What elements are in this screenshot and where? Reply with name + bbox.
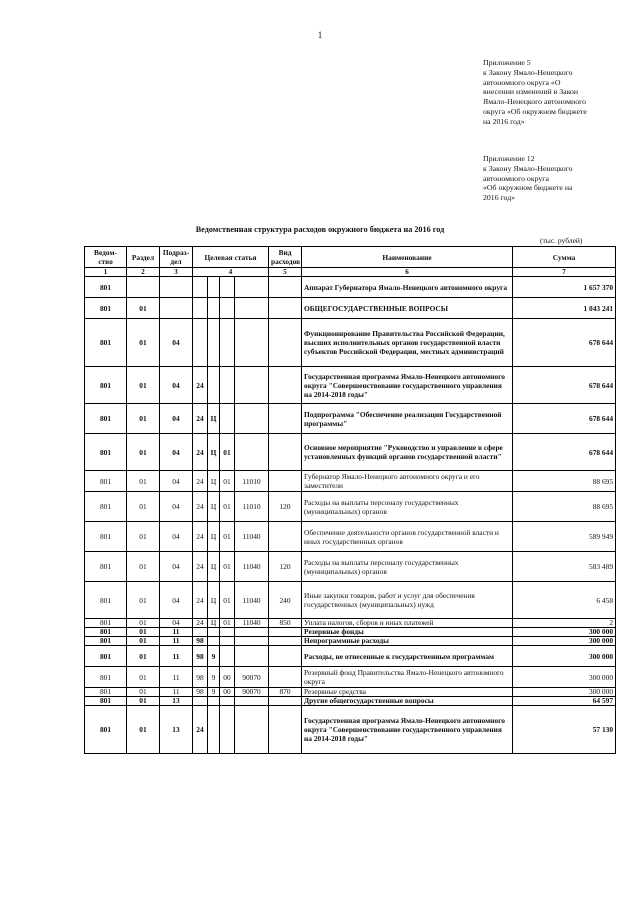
direction-code-cell <box>235 367 269 404</box>
sum-cell: 678 644 <box>513 367 616 404</box>
program-code-cell: 98 <box>193 646 208 667</box>
name-cell: Другие общегосударственные вопросы <box>302 697 513 706</box>
table-row <box>85 404 616 434</box>
sum-cell: 300 000 <box>513 628 616 637</box>
activity-code-cell: 01 <box>220 471 235 492</box>
table-row <box>85 688 616 697</box>
expense-type-cell: 240 <box>269 582 302 619</box>
annex-line: «Об окружном бюджете на <box>483 183 573 193</box>
vedomstvo-cell: 801 <box>85 298 127 319</box>
annex-line: Приложение 12 <box>483 154 535 163</box>
direction-code-cell: 11040 <box>235 522 269 552</box>
program-code-cell: 24 <box>193 582 208 619</box>
sum-cell: 88 695 <box>513 492 616 522</box>
podrazdel-cell: 04 <box>160 367 193 404</box>
sum-cell: 678 644 <box>513 434 616 471</box>
name-cell: Резервный фонд Правительства Ямало-Ненецкого автономного округа <box>302 667 513 688</box>
podrazdel-cell: 04 <box>160 522 193 552</box>
subprogram-code-cell <box>208 628 220 637</box>
table-row <box>85 619 616 628</box>
razdel-cell: 01 <box>127 471 160 492</box>
activity-code-cell: 01 <box>220 522 235 552</box>
expense-type-cell <box>269 646 302 667</box>
activity-code-cell: 01 <box>220 492 235 522</box>
vedomstvo-cell: 801 <box>85 522 127 552</box>
column-number: 7 <box>513 268 616 277</box>
program-code-cell: 24 <box>193 367 208 404</box>
sum-cell: 589 949 <box>513 522 616 552</box>
activity-code-cell: 01 <box>220 582 235 619</box>
units-label: (тыс. рублей) <box>540 236 583 245</box>
podrazdel-cell: 11 <box>160 637 193 646</box>
podrazdel-cell: 04 <box>160 619 193 628</box>
program-code-cell: 24 <box>193 492 208 522</box>
name-cell: Губернатор Ямало-Ненецкого автономного округа и его заместители <box>302 471 513 492</box>
direction-code-cell <box>235 637 269 646</box>
vedomstvo-cell: 801 <box>85 667 127 688</box>
column-number: 3 <box>160 268 193 277</box>
expenditure-table <box>84 246 616 754</box>
activity-code-cell: 00 <box>220 688 235 697</box>
header-target-article: Целевая статья <box>193 247 269 268</box>
sum-cell: 57 130 <box>513 706 616 754</box>
table-row <box>85 367 616 404</box>
annex-12-heading <box>483 154 633 203</box>
podrazdel-cell: 04 <box>160 552 193 582</box>
annex-line: на 2016 год» <box>483 116 525 126</box>
activity-code-cell <box>220 298 235 319</box>
expense-type-cell: 850 <box>269 619 302 628</box>
program-code-cell <box>193 298 208 319</box>
activity-code-cell: 01 <box>220 434 235 471</box>
activity-code-cell <box>220 319 235 367</box>
razdel-cell: 01 <box>127 688 160 697</box>
expense-type-cell <box>269 298 302 319</box>
vedomstvo-cell: 801 <box>85 628 127 637</box>
expense-type-cell <box>269 319 302 367</box>
subprogram-code-cell: Ц <box>208 552 220 582</box>
program-code-cell: 24 <box>193 706 208 754</box>
podrazdel-cell: 13 <box>160 706 193 754</box>
table-row <box>85 522 616 552</box>
direction-code-cell <box>235 319 269 367</box>
direction-code-cell <box>235 628 269 637</box>
table-row <box>85 637 616 646</box>
name-cell: ОБЩЕГОСУДАРСТВЕННЫЕ ВОПРОСЫ <box>302 298 513 319</box>
podrazdel-cell: 11 <box>160 628 193 637</box>
program-code-cell <box>193 277 208 298</box>
subprogram-code-cell: Ц <box>208 619 220 628</box>
vedomstvo-cell: 801 <box>85 367 127 404</box>
name-cell: Основное мероприятие "Руководство и управление в сфере установленных функций органов государственной власти" <box>302 434 513 471</box>
annex-line: автономного округа <box>483 173 549 183</box>
sum-cell: 6 458 <box>513 582 616 619</box>
podrazdel-cell: 04 <box>160 582 193 619</box>
expense-type-cell <box>269 471 302 492</box>
razdel-cell: 01 <box>127 434 160 471</box>
subprogram-code-cell <box>208 298 220 319</box>
expense-type-cell <box>269 667 302 688</box>
header-expense-type: Вид расходов <box>269 247 302 268</box>
subprogram-code-cell: 9 <box>208 688 220 697</box>
column-number: 1 <box>85 268 127 277</box>
subprogram-code-cell: Ц <box>208 522 220 552</box>
expense-type-cell <box>269 404 302 434</box>
expense-type-cell <box>269 637 302 646</box>
podrazdel-cell: 04 <box>160 471 193 492</box>
expense-type-cell: 120 <box>269 552 302 582</box>
vedomstvo-cell: 801 <box>85 646 127 667</box>
direction-code-cell <box>235 706 269 754</box>
sum-cell: 88 695 <box>513 471 616 492</box>
subprogram-code-cell <box>208 697 220 706</box>
sum-cell: 678 644 <box>513 319 616 367</box>
direction-code-cell <box>235 646 269 667</box>
column-number: 6 <box>302 268 513 277</box>
subprogram-code-cell <box>208 367 220 404</box>
column-number: 5 <box>269 268 302 277</box>
vedomstvo-cell: 801 <box>85 277 127 298</box>
activity-code-cell <box>220 277 235 298</box>
razdel-cell: 01 <box>127 404 160 434</box>
name-cell: Обеспечение деятельности органов государственной власти и иных государственных органов <box>302 522 513 552</box>
activity-code-cell <box>220 367 235 404</box>
podrazdel-cell: 04 <box>160 492 193 522</box>
razdel-cell: 01 <box>127 667 160 688</box>
expense-type-cell <box>269 628 302 637</box>
activity-code-cell <box>220 404 235 434</box>
vedomstvo-cell: 801 <box>85 492 127 522</box>
sum-cell: 1 657 370 <box>513 277 616 298</box>
activity-code-cell <box>220 646 235 667</box>
expense-type-cell <box>269 522 302 552</box>
direction-code-cell <box>235 277 269 298</box>
subprogram-code-cell <box>208 706 220 754</box>
podrazdel-cell <box>160 277 193 298</box>
razdel-cell <box>127 277 160 298</box>
name-cell: Непрограммные расходы <box>302 637 513 646</box>
activity-code-cell <box>220 706 235 754</box>
expense-type-cell <box>269 706 302 754</box>
annex-line: Приложение 5 <box>483 58 531 67</box>
activity-code-cell: 01 <box>220 619 235 628</box>
subprogram-code-cell <box>208 277 220 298</box>
table-header-row <box>85 247 616 268</box>
vedomstvo-cell: 801 <box>85 706 127 754</box>
direction-code-cell: 11040 <box>235 619 269 628</box>
name-cell: Резервные фонды <box>302 628 513 637</box>
direction-code-cell <box>235 298 269 319</box>
razdel-cell: 01 <box>127 697 160 706</box>
table-row <box>85 552 616 582</box>
program-code-cell: 24 <box>193 404 208 434</box>
table-row <box>85 667 616 688</box>
program-code-cell <box>193 628 208 637</box>
header-sum: Сумма <box>513 247 616 268</box>
activity-code-cell: 00 <box>220 667 235 688</box>
podrazdel-cell: 13 <box>160 697 193 706</box>
sum-cell: 64 597 <box>513 697 616 706</box>
annex-line: 2016 год» <box>483 193 516 203</box>
table-row <box>85 319 616 367</box>
sum-cell: 583 489 <box>513 552 616 582</box>
expense-type-cell: 120 <box>269 492 302 522</box>
direction-code-cell: 11010 <box>235 471 269 492</box>
razdel-cell: 01 <box>127 637 160 646</box>
name-cell: Государственная программа Ямало-Ненецкого автономного округа "Совершенствование государственного управления на 2014-2018 годы" <box>302 367 513 404</box>
vedomstvo-cell: 801 <box>85 619 127 628</box>
annex-line: Ямало-Ненецкого автономного <box>483 97 587 107</box>
vedomstvo-cell: 801 <box>85 637 127 646</box>
program-code-cell: 98 <box>193 688 208 697</box>
expense-type-cell: 870 <box>269 688 302 697</box>
vedomstvo-cell: 801 <box>85 434 127 471</box>
direction-code-cell: 90070 <box>235 688 269 697</box>
table-row <box>85 582 616 619</box>
razdel-cell: 01 <box>127 298 160 319</box>
sum-cell: 2 <box>513 619 616 628</box>
razdel-cell: 01 <box>127 619 160 628</box>
podrazdel-cell: 04 <box>160 434 193 471</box>
subprogram-code-cell: 9 <box>208 667 220 688</box>
program-code-cell: 24 <box>193 434 208 471</box>
name-cell: Государственная программа Ямало-Ненецкого автономного округа "Совершенствование государственного управления на 2014-2018 годы" <box>302 706 513 754</box>
expense-type-cell <box>269 277 302 298</box>
sum-cell: 300 000 <box>513 646 616 667</box>
name-cell: Уплата налогов, сборов и иных платежей <box>302 619 513 628</box>
sum-cell: 300 000 <box>513 667 616 688</box>
sum-cell: 1 043 241 <box>513 298 616 319</box>
razdel-cell: 01 <box>127 552 160 582</box>
vedomstvo-cell: 801 <box>85 697 127 706</box>
sum-cell: 300 000 <box>513 637 616 646</box>
activity-code-cell: 01 <box>220 552 235 582</box>
subprogram-code-cell: Ц <box>208 404 220 434</box>
razdel-cell: 01 <box>127 628 160 637</box>
name-cell: Иные закупки товаров, работ и услуг для обеспечения государственных (муниципальных) нужд <box>302 582 513 619</box>
expense-type-cell <box>269 697 302 706</box>
annex-line: автономного округа «О <box>483 77 561 87</box>
program-code-cell: 24 <box>193 471 208 492</box>
expense-type-cell <box>269 434 302 471</box>
header-razdel: Раздел <box>127 247 160 268</box>
header-podrazdel: Подраз-дел <box>160 247 193 268</box>
name-cell: Аппарат Губернатора Ямало-Ненецкого автономного округа <box>302 277 513 298</box>
activity-code-cell <box>220 697 235 706</box>
program-code-cell: 98 <box>193 637 208 646</box>
name-cell: Расходы, не отнесенные к государственным программам <box>302 646 513 667</box>
subprogram-code-cell: 9 <box>208 646 220 667</box>
column-number: 2 <box>127 268 160 277</box>
table-row <box>85 492 616 522</box>
podrazdel-cell <box>160 298 193 319</box>
name-cell: Расходы на выплаты персоналу государственных (муниципальных) органов <box>302 552 513 582</box>
razdel-cell: 01 <box>127 582 160 619</box>
program-code-cell: 24 <box>193 522 208 552</box>
activity-code-cell <box>220 628 235 637</box>
sum-cell: 300 000 <box>513 688 616 697</box>
program-code-cell: 24 <box>193 619 208 628</box>
table-row <box>85 697 616 706</box>
page-number: 1 <box>317 30 323 40</box>
direction-code-cell <box>235 404 269 434</box>
annex-5-heading <box>483 58 633 127</box>
podrazdel-cell: 11 <box>160 646 193 667</box>
header-vedomstvo: Ведом-ство <box>85 247 127 268</box>
subprogram-code-cell: Ц <box>208 492 220 522</box>
direction-code-cell <box>235 434 269 471</box>
table-row <box>85 434 616 471</box>
direction-code-cell: 11040 <box>235 552 269 582</box>
table-row <box>85 646 616 667</box>
program-code-cell: 98 <box>193 667 208 688</box>
vedomstvo-cell: 801 <box>85 319 127 367</box>
podrazdel-cell: 11 <box>160 667 193 688</box>
name-cell: Функционирование Правительства Российской Федерации, высших исполнительных органов государственной власти субъектов Российской Федерации, местных администраций <box>302 319 513 367</box>
subprogram-code-cell <box>208 637 220 646</box>
table-row <box>85 298 616 319</box>
vedomstvo-cell: 801 <box>85 552 127 582</box>
program-code-cell <box>193 697 208 706</box>
column-numbers-row <box>85 268 616 277</box>
subprogram-code-cell: Ц <box>208 582 220 619</box>
annex-line: к Закону Ямало-Ненецкого <box>483 67 573 77</box>
annex-line: внесении изменений в Закон <box>483 87 579 97</box>
vedomstvo-cell: 801 <box>85 582 127 619</box>
table-row <box>85 277 616 298</box>
vedomstvo-cell: 801 <box>85 404 127 434</box>
razdel-cell: 01 <box>127 492 160 522</box>
subprogram-code-cell <box>208 319 220 367</box>
activity-code-cell <box>220 637 235 646</box>
podrazdel-cell: 11 <box>160 688 193 697</box>
name-cell: Подпрограмма "Обеспечение реализации Государственной программы" <box>302 404 513 434</box>
vedomstvo-cell: 801 <box>85 688 127 697</box>
program-code-cell <box>193 319 208 367</box>
subprogram-code-cell: Ц <box>208 434 220 471</box>
razdel-cell: 01 <box>127 646 160 667</box>
razdel-cell: 01 <box>127 367 160 404</box>
podrazdel-cell: 04 <box>160 404 193 434</box>
annex-line: к Закону Ямало-Ненецкого <box>483 163 573 173</box>
direction-code-cell <box>235 697 269 706</box>
direction-code-cell: 90070 <box>235 667 269 688</box>
subprogram-code-cell: Ц <box>208 471 220 492</box>
document-title: Ведомственная структура расходов окружного бюджета на 2016 год <box>195 225 445 234</box>
expense-type-cell <box>269 367 302 404</box>
table-row <box>85 706 616 754</box>
razdel-cell: 01 <box>127 319 160 367</box>
razdel-cell: 01 <box>127 706 160 754</box>
annex-line: округа «Об окружном бюджете <box>483 106 587 116</box>
razdel-cell: 01 <box>127 522 160 552</box>
program-code-cell: 24 <box>193 552 208 582</box>
table-row <box>85 628 616 637</box>
vedomstvo-cell: 801 <box>85 471 127 492</box>
direction-code-cell: 11040 <box>235 582 269 619</box>
table-row <box>85 471 616 492</box>
column-number: 4 <box>193 268 269 277</box>
podrazdel-cell: 04 <box>160 319 193 367</box>
header-name: Наименование <box>302 247 513 268</box>
name-cell: Расходы на выплаты персоналу государственных (муниципальных) органов <box>302 492 513 522</box>
direction-code-cell: 11010 <box>235 492 269 522</box>
sum-cell: 678 644 <box>513 404 616 434</box>
name-cell: Резервные средства <box>302 688 513 697</box>
